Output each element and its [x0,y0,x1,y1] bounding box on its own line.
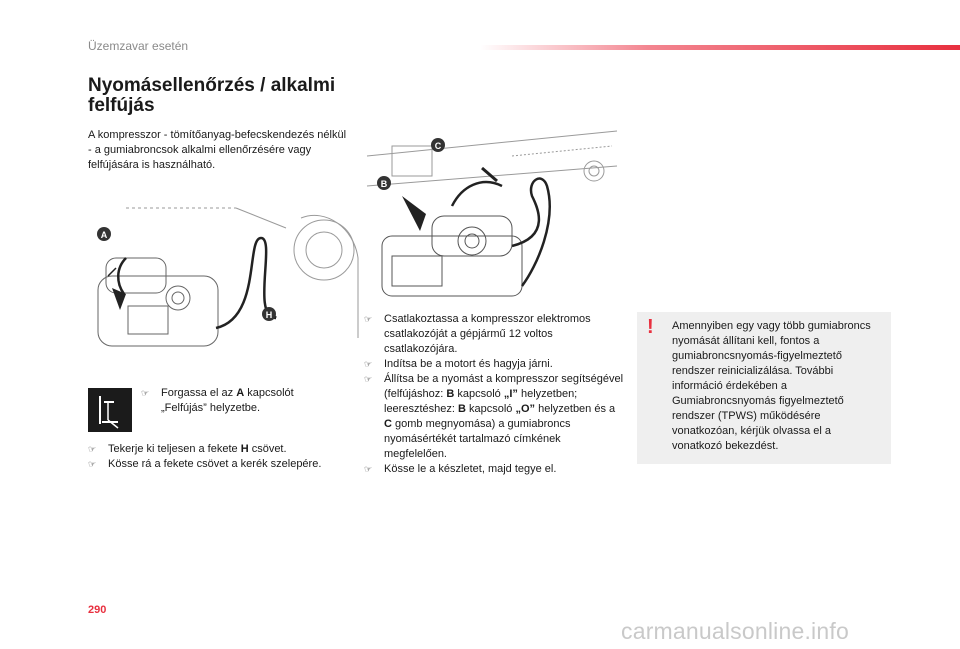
left-step-list [88,442,358,472]
list-item: ☞ Csatlakoztassa a kompresszor elektromos csatlakozóját a gépjármű 12 voltos csatlakozójára. [364,313,591,355]
callout-c-label: C [434,141,442,151]
knob-step-list [141,386,341,416]
pointing-hand-icon: ☞ [88,444,97,454]
list-item: ☞ Állítsa be a nyomást a kompresszor segítségével (felfújáshoz: B kapcsoló „I” helyzetben; leeresztéshez: B kapcsoló „O” helyzetben és a C gomb megnyomása) a gumiabroncs nyomásértékét tartalmazó címkének megfelelően. [364,373,624,460]
section-title: Üzemzavar esetén [88,39,189,53]
page-title: Nyomásellenőrzés / alkalmi felfújás [88,75,336,116]
exclamation-icon: ! [647,316,654,338]
intro-paragraph: A kompresszor - tömítőanyag-befecskendezés nélkül - a gumiabroncsok alkalmi ellenőrzésére vagy felfújására is használható. [88,129,347,171]
pointing-hand-icon: ☞ [364,314,373,324]
list-item: ☞ Tekerje ki teljesen a fekete H csövet. [88,443,287,455]
header-accent-bar [480,45,960,50]
pointing-hand-icon: ☞ [88,459,97,469]
list-item: ☞ Indítsa be a motort és hagyja járni. [364,358,553,370]
list-item: ☞ Kösse le a készletet, majd tegye el. [364,463,557,475]
callout-h-label: H [265,310,273,320]
watermark: carmanualsonline.info [621,618,849,644]
warning-note-box [637,312,891,464]
page-number: 290 [88,604,107,616]
compressor-figure-b [362,126,618,298]
callout-b-label: B [380,179,388,189]
compressor-figure-a [86,198,361,348]
pointing-hand-icon: ☞ [364,359,373,369]
warning-note-text: Amennyiben egy vagy több gumiabroncs nyomását állítani kell, fontos a gumiabroncsnyomás-figyelmeztető rendszer reinicializálása. További információ érdekében a Gumiabroncsnyomás figyelmeztető rendszer (TPWS) működésére vonatkozóan, kérjük olvassa el a vonatkozó bekezdést. [672,320,871,452]
list-item: ☞ Forgassa el az A kapcsolót „Felfújás” helyzetbe. [141,387,294,414]
compressor-knob-icon [88,388,132,432]
pointing-hand-icon: ☞ [364,374,373,384]
middle-step-list [364,312,624,477]
pointing-hand-icon: ☞ [364,464,373,474]
callout-a-label: A [100,230,108,240]
pointing-hand-icon: ☞ [141,388,150,398]
list-item: ☞ Kösse rá a fekete csövet a kerék szelepére. [88,458,322,470]
